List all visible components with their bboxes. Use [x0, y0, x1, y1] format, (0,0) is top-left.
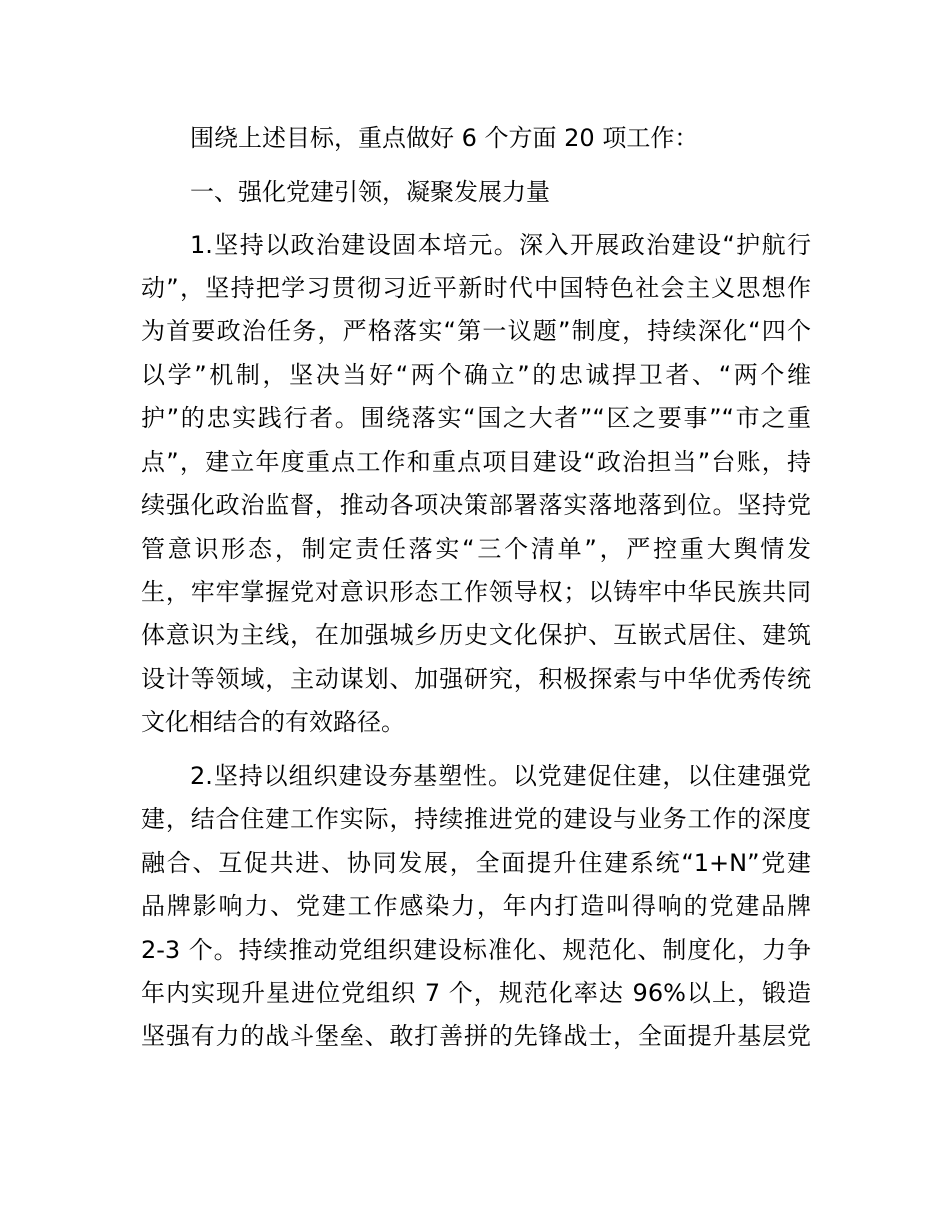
section-heading: 一、强化党建引领，凝聚发展力量: [190, 178, 550, 206]
paragraph-line: 建，结合住建工作实际，持续推进党的建设与业务工作的深度: [141, 805, 811, 833]
intro-line: 围绕上述目标，重点做好 6 个方面 20 项工作：: [190, 124, 699, 152]
paragraph-line: 文化相结合的有效路径。: [141, 708, 405, 736]
paragraph-line: 体意识为主线，在加强城乡历史文化保护、互嵌式居住、建筑: [141, 621, 811, 649]
paragraph-line: 动”，坚持把学习贯彻习近平新时代中国特色社会主义思想作: [141, 274, 811, 302]
paragraph-line: 2.坚持以组织建设夯基塑性。以党建促住建，以住建强党: [190, 762, 811, 790]
paragraph-line: 年内实现升星进位党组织 7 个，规范化率达 96%以上，锻造: [141, 979, 811, 1007]
paragraph-line: 2-3 个。持续推动党组织建设标准化、规范化、制度化，力争: [141, 936, 811, 964]
paragraph-line: 为首要政治任务，严格落实“第一议题”制度，持续深化“四个: [141, 317, 811, 345]
paragraph-line: 设计等领域，主动谋划、加强研究，积极探索与中华优秀传统: [141, 665, 811, 693]
paragraph-line: 点”，建立年度重点工作和重点项目建设“政治担当”台账，持: [141, 448, 811, 476]
paragraph-line: 1.坚持以政治建设固本培元。深入开展政治建设“护航行: [190, 231, 811, 259]
paragraph-line: 生，牢牢掌握党对意识形态工作领导权；以铸牢中华民族共同: [141, 578, 811, 606]
paragraph-line: 坚强有力的战斗堡垒、敢打善拼的先锋战士，全面提升基层党: [141, 1022, 811, 1050]
paragraph-line: 融合、互促共进、协同发展，全面提升住建系统“1+N”党建: [141, 849, 811, 877]
paragraph-line: 以学”机制，坚决当好“两个确立”的忠诚捍卫者、“两个维: [141, 361, 811, 389]
paragraph-line: 品牌影响力、党建工作感染力，年内打造叫得响的党建品牌: [141, 892, 811, 920]
paragraph-line: 管意识形态，制定责任落实“三个清单”，严控重大舆情发: [141, 535, 811, 563]
paragraph-line: 续强化政治监督，推动各项决策部署落实落地落到位。坚持党: [141, 491, 811, 519]
paragraph-line: 护”的忠实践行者。围绕落实“国之大者”“区之要事”“市之重: [141, 404, 811, 432]
